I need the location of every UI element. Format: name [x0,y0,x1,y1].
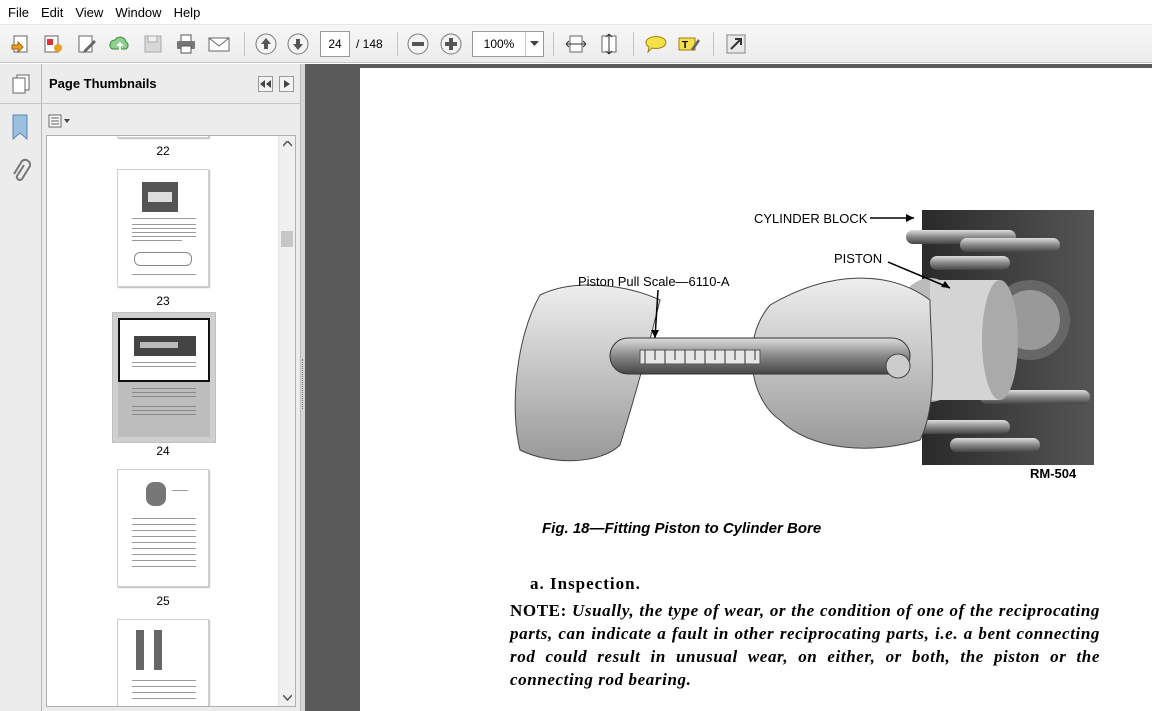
menu-window[interactable]: Window [115,4,162,20]
thumbnail-list[interactable] [46,135,296,707]
fit-width-icon[interactable] [563,31,589,57]
pages-icon [10,73,32,95]
collapse-panel-icon[interactable] [258,76,273,92]
thumbnail-23[interactable] [117,169,209,287]
thumbnail-25[interactable] [117,469,209,587]
bookmark-icon[interactable] [10,114,30,143]
note-label: NOTE: [510,601,567,620]
figure-photo [510,210,1094,472]
highlight-icon[interactable] [676,31,702,57]
note-paragraph [510,599,1100,691]
zoom-value: 100% [483,37,515,51]
toolbar-separator [553,32,554,56]
zoom-select[interactable] [472,31,544,57]
create-pdf-icon[interactable] [8,31,34,57]
panel-title: Page Thumbnails [49,76,157,91]
section-heading: a. Inspection. [530,574,641,593]
fullscreen-icon[interactable] [723,31,749,57]
print-icon[interactable] [173,31,199,57]
figure-caption: Fig. 18—Fitting Piston to Cylinder Bore [542,520,822,537]
edit-icon[interactable] [74,31,100,57]
menu-bar [0,0,1152,25]
save-icon[interactable] [140,31,166,57]
thumbnail-24-selected[interactable] [112,312,216,443]
page-count: / 148 [356,37,383,51]
zoom-out-icon[interactable] [405,31,431,57]
upload-icon[interactable] [107,31,133,57]
prev-page-icon[interactable] [253,31,279,57]
document-page[interactable] [360,68,1152,711]
comment-icon[interactable] [643,31,669,57]
toolbar-separator [244,32,245,56]
label-piston: PISTON [834,251,883,266]
thumbnail-26[interactable] [117,619,209,707]
toolbar-separator [713,32,714,56]
menu-help[interactable]: Help [173,4,201,20]
note-text: Usually, the type of wear, or the condition of one of the reciprocating parts, can indicate a fault in other reciprocating parts, i.e. a bent connecting rod could result in unusual wear, on either, or both, the piston or the connecting rod bearing. [510,601,1100,689]
options-icon [48,114,72,128]
label-piston-pull-scale: Piston Pull Scale—6110-A [578,274,730,289]
thumbnail-label: 23 [156,294,170,308]
menu-view[interactable]: View [75,4,104,20]
page-number-input[interactable]: 24 [320,31,350,57]
menu-file[interactable]: File [8,4,29,20]
label-figure-ref: RM-504 [1030,466,1077,481]
chevron-down-icon[interactable] [525,32,543,56]
export-icon[interactable] [40,31,66,57]
navigation-rail [0,64,42,711]
attachment-icon[interactable] [9,158,31,187]
email-icon[interactable] [206,31,232,57]
expand-panel-icon[interactable] [279,76,294,92]
svg-text:T: T [682,40,689,51]
thumbnail-scrollbar[interactable] [278,136,295,706]
toolbar-separator [633,32,634,56]
thumbnail-label: 24 [156,444,170,458]
page-thumbnails-tab[interactable] [0,64,42,104]
toolbar [0,25,1152,63]
thumbnail-label: 22 [156,144,170,158]
zoom-in-icon[interactable] [438,31,464,57]
panel-header [42,64,300,104]
options-menu-button[interactable] [48,112,74,130]
label-cylinder-block: CYLINDER BLOCK [754,211,868,226]
toolbar-separator [397,32,398,56]
viewport-frame[interactable] [118,318,210,382]
scroll-up-icon[interactable] [279,136,295,152]
next-page-icon[interactable] [285,31,311,57]
menu-edit[interactable]: Edit [40,4,64,20]
thumbnail-label: 25 [156,594,170,608]
scrollbar-thumb[interactable] [281,231,293,247]
scroll-down-icon[interactable] [279,690,295,706]
thumbnails-panel [42,64,300,711]
thumbnail-22[interactable] [117,135,209,138]
fit-page-icon[interactable] [596,31,622,57]
